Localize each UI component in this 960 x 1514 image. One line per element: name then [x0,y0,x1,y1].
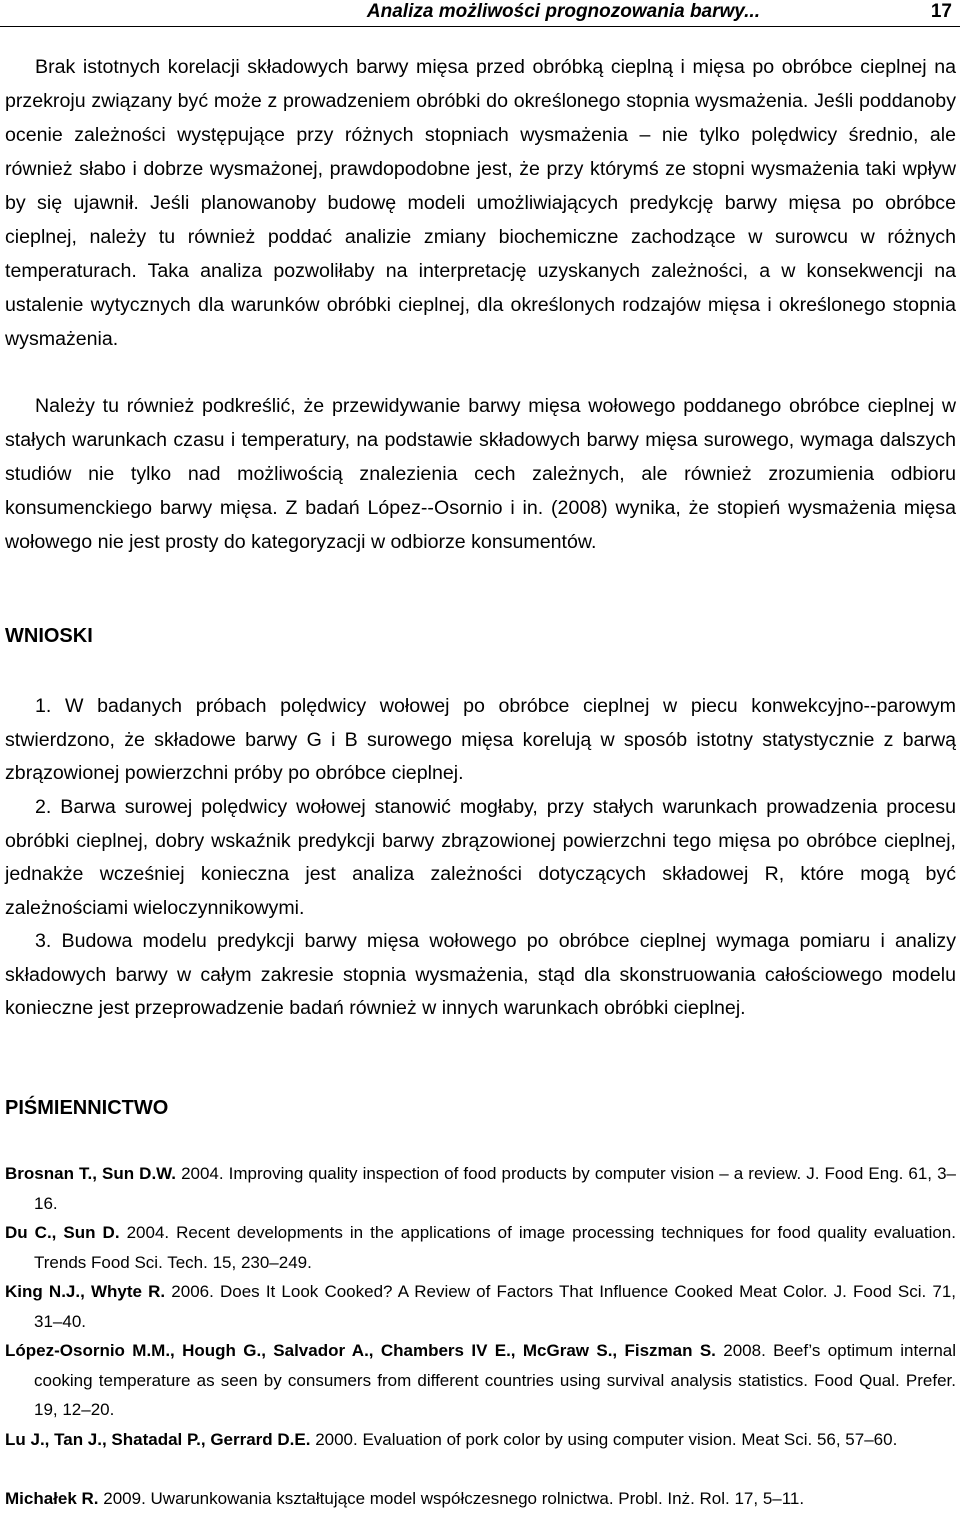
reference-details: 2009. Uwarunkowania kształtujące model współczesnego rolnictwa. Probl. Inż. Rol. 17, 5–11. [98,1489,805,1508]
reference-entry [5,1218,956,1277]
reference-entry [5,1336,956,1425]
conclusion-item: 3. Budowa modelu predykcji barwy mięsa wołowego po obróbce cieplnej wymaga pomiaru i analizy składowych barwy w całym zakresie stopnia wysmażenia, stąd dla skonstruowania całościowego modelu konieczne jest przeprowadzenie badań również w innych warunkach obróbki cieplnej. [5,930,956,1019]
reference-entry [5,1159,956,1218]
reference-authors: Brosnan T., Sun D.W. [5,1164,177,1183]
reference-authors: King N.J., Whyte R. [5,1282,166,1301]
body-paragraph: Brak istotnych korelacji składowych barwy mięsa przed obróbką cieplną i mięsa po obróbce cieplnej na przekroju związany być może z prowadzeniem obróbki do określonego stopnia wysmażenia. Jeśli poddanoby ocenie zależności występujące przy różnych stopniach wysmażenia – nie tylko polędwicy średnio, ale również słabo i dobrze wysmażonej, prawdopodobne jest, że przy którymś ze stopni wysmażenia taki wpływ by się ujawnił. Jeśli planowanoby budowę modeli umożliwiających predykcję barwy mięsa po obróbce cieplnej, należy tu również poddać analizie zmiany biochemiczne zachodzące w surowcu w różnych temperaturach. Taka analiza pozwoliłaby na interpretację uzyskanych zależności, a w konsekwencji na ustalenie wytycznych dla warunków obróbki cieplnej, dla określonych rodzajów mięsa i określonego stopnia wysmażenia. [5,56,956,350]
section-heading: WNIOSKI [5,625,93,647]
reference-details: 2008. Beef’s optimum internal cooking temperature as seen by consumers from different countries using survival analysis statistics. Food Qual. Prefer. 19, 12–20. [34,1341,957,1419]
reference-authors: Lu J., Tan J., Shatadal P., Gerrard D.E. [5,1430,311,1449]
reference-entry [5,1425,956,1455]
running-title: Analiza możliwości prognozowania barwy... [366,1,760,22]
reference-details: 2000. Evaluation of pork color by using computer vision. Meat Sci. 56, 57–60. [310,1430,898,1449]
reference-details: 2004. Recent developments in the applications of image processing techniques for food quality evaluation. Trends Food Sci. Tech. 15, 230–249. [34,1223,956,1272]
conclusion-item: 2. Barwa surowej polędwicy wołowej stanowić mogłaby, przy stałych warunkach prowadzenia procesu obróbki cieplnej, dobry wskaźnik predykcji barwy zbrązowionej powierzchni tego mięsa po obróbce cieplnej, jednakże wcześniej konieczna jest analiza zależności dotyczących składowej R, które mogą być zależnościami wieloczynnikowymi. [5,796,956,919]
reference-authors: Michałek R. [5,1489,99,1508]
reference-entry [5,1277,956,1336]
conclusion-item: 1. W badanych próbach polędwicy wołowej po obróbce cieplnej w piecu konwekcyjno-‑parowym stwierdzono, że składowe barwy G i B surowego mięsa korelują w sposób istotny statystycznie z barwą zbrązowionej powierzchni próby po obróbce cieplnej. [5,695,956,784]
page-number: 17 [930,1,952,22]
reference-authors: López-Osornio M.M., Hough G., Salvador A., Chambers IV E., McGraw S., Fiszman S. [5,1341,716,1360]
reference-entry [5,1484,956,1514]
reference-details: 2004. Improving quality inspection of food products by computer vision – a review. J. Food Eng. 61, 3–16. [34,1164,956,1213]
body-paragraph: Należy tu również podkreślić, że przewidywanie barwy mięsa wołowego poddanego obróbce cieplnej w stałych warunkach czasu i temperatury, na podstawie składowych barwy mięsa surowego, wymaga dalszych studiów nie tylko nad możliwością znalezienia cech zależnych, ale również zrozumienia odbioru konsumenckiego barwy mięsa. Z badań López-‑Osornio i in. (2008) wynika, że stopień wysmażenia mięsa wołowego nie jest prosty do kategoryzacji w odbiorze konsumentów. [5,395,956,553]
reference-details: 2006. Does It Look Cooked? A Review of Factors That Influence Cooked Meat Color. J. Food Sci. 71, 31–40. [34,1282,957,1331]
running-header [0,0,960,27]
section-heading: PIŚMIENNICTWO [5,1097,169,1119]
reference-authors: Du C., Sun D. [5,1223,120,1242]
